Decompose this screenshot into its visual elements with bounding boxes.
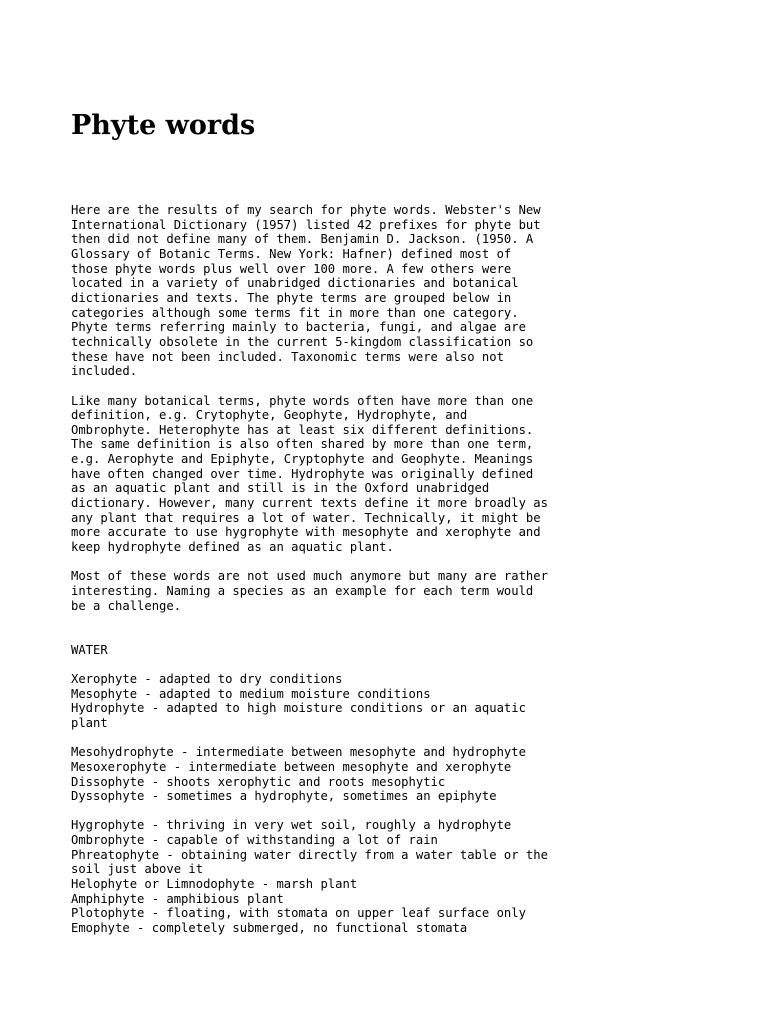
term-definition: Mesoxerophyte - intermediate between mesophyte and xerophyte — [71, 759, 512, 774]
term-definition: Mesohydrophyte - intermediate between mesophyte and hydrophyte — [71, 745, 526, 760]
term-group — [71, 818, 711, 935]
term-definition: Hygrophyte - thriving in very wet soil, roughly a hydrophyte — [71, 818, 512, 833]
term-group — [71, 672, 711, 731]
term-definition: Amphiphyte - amphibious plant — [71, 891, 284, 906]
intro-paragraph: Here are the results of my search for phyte words. Webster's New International Dictionary (1957) listed 42 prefixes for phyte but then did not define many of them. Benjamin D. Jackson. (1950. A Glossary of Botanic Terms. New York: Hafner) defined most of those phyte words plus well over 100 more. A few others were located in a variety of unabridged dictionaries and botanical dictionaries and texts. The phyte terms are grouped below in categories although some terms fit in more than one category. Phyte terms referring mainly to bacteria, fungi, and algae are technically obsolete in the current 5-kingdom classification so these have not been included. Taxonomic terms were also not included. — [71, 203, 541, 379]
term-definition: Ombrophyte - capable of withstanding a lot of rain — [71, 833, 438, 848]
term-definition: Helophyte or Limnodophyte - marsh plant — [71, 877, 358, 892]
term-definition: Xerophyte - adapted to dry conditions — [71, 671, 343, 686]
term-group — [71, 745, 711, 804]
document-body — [71, 203, 711, 950]
page-title: Phyte words — [71, 110, 256, 141]
term-definition: Dyssophyte - sometimes a hydrophyte, sometimes an epiphyte — [71, 789, 497, 804]
term-definition: Emophyte - completely submerged, no functional stomata — [71, 921, 468, 936]
term-definition: Mesophyte - adapted to medium moisture conditions — [71, 686, 431, 701]
term-definition: Hydrophyte - adapted to high moisture conditions or an aquatic plant — [71, 701, 526, 730]
intro-paragraph: Like many botanical terms, phyte words often have more than one definition, e.g. Crytophyte, Geophyte, Hydrophyte, and Ombrophyte. Heterophyte has at least six different definitions. The same definition is also often shared by more than one term, e.g. Aerophyte and Epiphyte, Cryptophyte and Geophyte. Meanings have often changed over time. Hydrophyte was originally defined as an aquatic plant and still is in the Oxford unabridged dictionary. However, many current texts define it more broadly as any plant that requires a lot of water. Technically, it might be more accurate to use hygrophyte with mesophyte and xerophyte and keep hydrophyte defined as an aquatic plant. — [71, 393, 548, 555]
intro-paragraph: Most of these words are not used much anymore but many are rather interesting. Naming a species as an example for each term would be a challenge. — [71, 569, 548, 613]
term-definition: Phreatophyte - obtaining water directly from a water table or the soil just above it — [71, 847, 548, 877]
term-definition: Dissophyte - shoots xerophytic and roots mesophytic — [71, 774, 446, 789]
term-definition: Plotophyte - floating, with stomata on upper leaf surface only — [71, 906, 526, 921]
section-heading: WATER — [71, 642, 108, 657]
